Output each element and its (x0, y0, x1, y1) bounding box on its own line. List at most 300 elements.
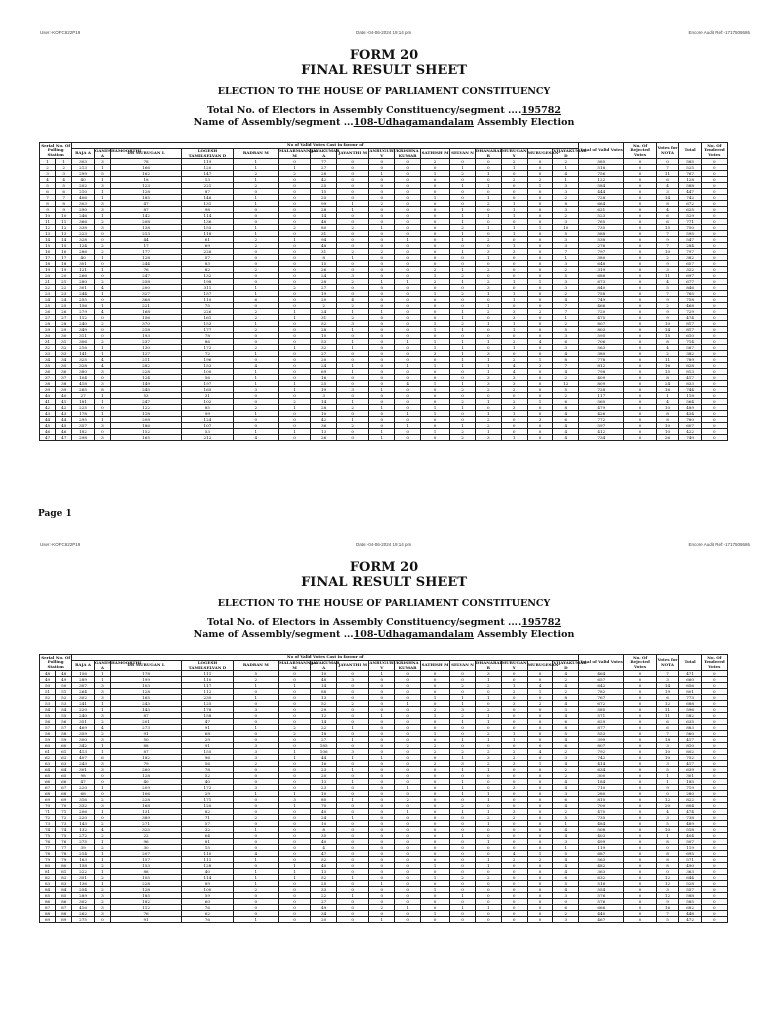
table-cell: 1 (94, 411, 110, 417)
table-cell: 0 (624, 189, 656, 195)
table-cell: 5 (553, 731, 579, 737)
table-cell: 1 (475, 809, 501, 815)
table-cell: 0 (624, 755, 656, 761)
table-cell: 3 (233, 707, 278, 713)
table-cell: 0 (527, 737, 553, 743)
table-cell: 1 (553, 315, 579, 321)
table-cell: 0 (450, 677, 476, 683)
electors-line (0, 617, 768, 628)
table-cell: 2 (94, 719, 110, 725)
table-cell: 0 (701, 195, 727, 201)
table-cell: 0 (369, 255, 395, 261)
table-row (40, 435, 757, 441)
table-cell: 85 (56, 893, 72, 899)
table-cell: 0 (501, 911, 527, 917)
table-cell: 0 (527, 731, 553, 737)
table-cell: 0 (421, 369, 450, 375)
table-cell: 0 (369, 399, 395, 405)
table-cell: 3 (553, 285, 579, 291)
table-cell: 0 (527, 803, 553, 809)
table-cell: 0 (624, 429, 656, 435)
table-cell: 32 (182, 827, 234, 833)
table-cell: 3 (656, 887, 679, 893)
table-cell: 0 (501, 887, 527, 893)
table-cell: 26 (656, 435, 679, 441)
table-cell: 0 (395, 405, 421, 411)
col-rejected: No. Of Rejected Votes (624, 143, 656, 159)
table-cell: 222 (72, 869, 95, 875)
table-cell: 0 (701, 707, 727, 713)
table-cell: 1 (395, 701, 421, 707)
table-cell: 311 (182, 285, 234, 291)
table-cell: 0 (369, 809, 395, 815)
table-cell: 359 (72, 731, 95, 737)
table-cell: 11 (656, 713, 679, 719)
table-cell: 8 (656, 411, 679, 417)
table-cell: 0 (369, 315, 395, 321)
table-cell: 0 (337, 243, 369, 249)
table-cell: 1 (94, 213, 110, 219)
table-cell: 0 (421, 797, 450, 803)
table-cell: 106 (311, 749, 337, 755)
table-cell: 18 (111, 177, 182, 183)
table-cell: 5 (553, 273, 579, 279)
table-cell: 2 (94, 875, 110, 881)
table-cell: 0 (395, 333, 421, 339)
table-cell: 0 (337, 177, 369, 183)
table-cell: 3 (450, 761, 476, 767)
table-cell: 767 (679, 171, 702, 177)
table-cell: 8 (40, 201, 56, 207)
table-cell: 0 (701, 273, 727, 279)
table-cell: 44 (111, 237, 182, 243)
table-cell: 41 (40, 399, 56, 405)
assembly-label: Name of Assembly/segment ... (193, 629, 354, 640)
table-cell: 0 (527, 809, 553, 815)
table-cell: 86 (56, 899, 72, 905)
table-cell: 597 (579, 423, 624, 429)
table-cell: 18 (40, 261, 56, 267)
table-cell: 2 (421, 159, 450, 165)
table-cell: 1 (450, 833, 476, 839)
table-cell: 0 (501, 893, 527, 899)
table-cell: 0 (701, 405, 727, 411)
table-cell: 2 (233, 183, 278, 189)
table-cell: 28 (311, 171, 337, 177)
table-cell: 3 (94, 689, 110, 695)
table-cell: 0 (624, 267, 656, 273)
table-cell: 299 (72, 171, 95, 177)
table-cell: 1 (527, 689, 553, 695)
table-cell: 80 (40, 863, 56, 869)
table-cell: 42 (56, 405, 72, 411)
table-cell: 3 (553, 219, 579, 225)
table-cell: 0 (475, 273, 501, 279)
table-cell: 141 (72, 351, 95, 357)
table-cell: 0 (701, 803, 727, 809)
table-cell: 0 (395, 369, 421, 375)
table-cell: 3 (94, 369, 110, 375)
table-cell: 2 (233, 345, 278, 351)
table-cell: 0 (337, 917, 369, 923)
table-cell: 765 (579, 219, 624, 225)
table-cell: 10 (656, 755, 679, 761)
table-cell: 72 (56, 815, 72, 821)
table-cell: 327 (111, 291, 182, 297)
table-cell: 0 (369, 327, 395, 333)
table-cell: 778 (579, 357, 624, 363)
table-cell: 0 (624, 309, 656, 315)
table-cell: 2 (553, 267, 579, 273)
table-cell: 76 (40, 839, 56, 845)
table-cell: 363 (679, 869, 702, 875)
table-cell: 155 (182, 225, 234, 231)
table-cell: 1 (278, 387, 310, 393)
table-cell: 57 (56, 725, 72, 731)
table-cell: 0 (624, 737, 656, 743)
table-cell: 0 (369, 911, 395, 917)
table-cell: 1 (278, 749, 310, 755)
table-cell: 7 (553, 303, 579, 309)
table-cell: 695 (679, 851, 702, 857)
table-cell: 0 (395, 851, 421, 857)
table-cell: 0 (233, 809, 278, 815)
table-cell: 0 (624, 821, 656, 827)
table-cell: 0 (278, 357, 310, 363)
table-cell: 0 (450, 845, 476, 851)
table-cell: 792 (579, 749, 624, 755)
table-cell: 0 (369, 345, 395, 351)
table-cell: 110 (182, 297, 234, 303)
table-cell: 3 (475, 435, 501, 441)
table-cell: 639 (679, 767, 702, 773)
table-cell: 0 (421, 821, 450, 827)
table-cell: 0 (656, 159, 679, 165)
table-cell: 802 (679, 749, 702, 755)
table-cell: 0 (701, 267, 727, 273)
candidate-header: BADRAN M (233, 149, 278, 159)
votes-group-header: No of Valid Votes Cast in favour of (72, 655, 579, 661)
table-cell: 0 (421, 845, 450, 851)
table-cell: 289 (72, 893, 95, 899)
table-cell: 0 (450, 725, 476, 731)
table-cell: 1 (475, 195, 501, 201)
table-cell: 128 (111, 689, 182, 695)
table-cell: 0 (624, 875, 656, 881)
table-cell: 3 (527, 417, 553, 423)
table-cell: 0 (278, 273, 310, 279)
table-cell: 2 (369, 201, 395, 207)
table-cell: 83 (56, 881, 72, 887)
table-cell: 0 (624, 321, 656, 327)
table-cell: 2 (450, 683, 476, 689)
table-cell: 0 (395, 869, 421, 875)
table-cell: 0 (701, 351, 727, 357)
table-cell: 1 (475, 357, 501, 363)
table-cell: 3 (278, 797, 310, 803)
table-cell: 4 (553, 411, 579, 417)
table-cell: 185 (311, 743, 337, 749)
table-cell: 0 (450, 899, 476, 905)
table-cell: 3 (553, 261, 579, 267)
table-cell: 758 (579, 291, 624, 297)
table-cell: 0 (475, 231, 501, 237)
table-cell: 1 (450, 737, 476, 743)
table-cell: 69 (311, 369, 337, 375)
table-cell: 11 (656, 707, 679, 713)
table-cell: 417 (679, 761, 702, 767)
table-cell: 3 (553, 755, 579, 761)
table-cell: 1 (421, 887, 450, 893)
table-cell: 12 (656, 701, 679, 707)
table-cell: 3 (94, 761, 110, 767)
table-cell: 0 (233, 839, 278, 845)
table-cell: 24 (311, 273, 337, 279)
table-cell: 51 (40, 689, 56, 695)
table-cell: 76 (56, 839, 72, 845)
table-cell: 4 (656, 345, 679, 351)
candidate-header: RAJA A (72, 661, 95, 671)
candidate-header: SATHISH M (421, 661, 450, 671)
table-cell: 1 (421, 731, 450, 737)
table-cell: 0 (337, 713, 369, 719)
table-cell: 131 (182, 201, 234, 207)
table-cell: 403 (579, 833, 624, 839)
table-cell: 0 (624, 381, 656, 387)
table-cell: 99 (182, 411, 234, 417)
table-cell: 26 (40, 309, 56, 315)
table-cell: 0 (337, 719, 369, 725)
table-cell: 62 (182, 911, 234, 917)
table-cell: 82 (40, 875, 56, 881)
table-cell: 1 (94, 399, 110, 405)
table-cell: 0 (369, 165, 395, 171)
table-cell: 0 (369, 375, 395, 381)
table-cell: 13 (311, 779, 337, 785)
table-cell: 2 (337, 315, 369, 321)
table-cell: 0 (701, 749, 727, 755)
table-cell: 2 (553, 393, 579, 399)
table-cell: 0 (337, 285, 369, 291)
table-cell: 0 (701, 713, 727, 719)
table-cell: 0 (501, 743, 527, 749)
table-cell: 563 (579, 857, 624, 863)
table-cell: 3 (475, 381, 501, 387)
table-cell: 2 (337, 405, 369, 411)
table-cell: 389 (111, 815, 182, 821)
table-cell: 322 (679, 267, 702, 273)
table-cell: 79 (40, 857, 56, 863)
table-cell: 0 (233, 863, 278, 869)
table-cell: 3 (94, 683, 110, 689)
table-cell: 29 (182, 791, 234, 797)
table-cell: 0 (701, 321, 727, 327)
table-cell: 1 (233, 231, 278, 237)
table-cell: 0 (369, 177, 395, 183)
table-cell: 13 (56, 231, 72, 237)
table-cell: 60 (56, 743, 72, 749)
assembly-line (0, 117, 768, 128)
table-cell: 2 (553, 213, 579, 219)
table-cell: 0 (369, 815, 395, 821)
table-cell: 65 (56, 773, 72, 779)
table-cell: 1 (233, 369, 278, 375)
table-cell: 1 (94, 291, 110, 297)
table-cell: 3 (475, 249, 501, 255)
table-cell: 3 (527, 363, 553, 369)
table-cell: 0 (233, 273, 278, 279)
table-cell: 0 (278, 279, 310, 285)
table-cell: 1 (421, 339, 450, 345)
table-cell: 0 (395, 839, 421, 845)
table-cell: 0 (421, 791, 450, 797)
table-cell: 0 (233, 249, 278, 255)
table-cell: 0 (395, 707, 421, 713)
table-cell: 0 (278, 423, 310, 429)
table-cell: 0 (624, 773, 656, 779)
table-cell: 0 (501, 845, 527, 851)
table-cell: 1 (501, 321, 527, 327)
table-cell: 0 (395, 285, 421, 291)
table-cell: 39 (72, 845, 95, 851)
table-cell: 27 (311, 737, 337, 743)
table-cell: 0 (501, 719, 527, 725)
table-cell: 585 (579, 707, 624, 713)
table-cell: 0 (369, 677, 395, 683)
table-cell: 28 (311, 279, 337, 285)
table-cell: 0 (527, 677, 553, 683)
table-cell: 34 (40, 357, 56, 363)
table-cell: 0 (233, 399, 278, 405)
table-cell: 3 (553, 189, 579, 195)
table-cell: 0 (701, 815, 727, 821)
table-cell: 0 (395, 273, 421, 279)
table-cell: 152 (111, 429, 182, 435)
table-cell: 1 (369, 671, 395, 677)
table-cell: 3 (656, 189, 679, 195)
table-cell: 22 (40, 285, 56, 291)
table-cell: 0 (395, 375, 421, 381)
table-cell: 0 (701, 731, 727, 737)
table-cell: 0 (233, 773, 278, 779)
table-cell: 474 (679, 809, 702, 815)
table-cell: 2 (421, 749, 450, 755)
table-cell: 0 (475, 893, 501, 899)
table-cell: 1 (233, 881, 278, 887)
table-cell: 30 (56, 333, 72, 339)
table-cell: 13 (40, 231, 56, 237)
table-cell: 582 (679, 713, 702, 719)
table-cell: 0 (395, 387, 421, 393)
candidate-header: SATHISH M (421, 149, 450, 159)
table-cell: 27 (40, 315, 56, 321)
table-cell: 21 (56, 279, 72, 285)
table-cell: 801 (679, 689, 702, 695)
table-cell: 8 (656, 863, 679, 869)
table-cell: 0 (421, 417, 450, 423)
table-cell: 0 (475, 917, 501, 923)
table-cell: 1 (369, 713, 395, 719)
table-cell: 382 (679, 351, 702, 357)
table-cell: 1 (337, 815, 369, 821)
table-cell: 0 (278, 893, 310, 899)
table-cell: 46 (56, 429, 72, 435)
table-cell: 0 (395, 357, 421, 363)
table-cell: 0 (395, 345, 421, 351)
table-cell: 0 (395, 911, 421, 917)
table-cell: 0 (527, 713, 553, 719)
table-cell: 0 (278, 219, 310, 225)
table-cell: 0 (701, 785, 727, 791)
table-cell: 11 (656, 357, 679, 363)
table-cell: 0 (624, 863, 656, 869)
table-cell: 243 (111, 701, 182, 707)
table-cell: 1 (501, 201, 527, 207)
table-cell: 518 (679, 827, 702, 833)
table-cell: 3 (450, 707, 476, 713)
table-cell: 186 (111, 423, 182, 429)
table-cell: 5 (233, 671, 278, 677)
candidate-header: MURUGESAN (527, 661, 553, 671)
table-cell: 0 (701, 797, 727, 803)
table-cell: 9 (656, 237, 679, 243)
table-cell: 0 (395, 863, 421, 869)
table-cell: 0 (369, 869, 395, 875)
table-cell: 76 (182, 905, 234, 911)
table-cell: 301 (72, 285, 95, 291)
table-cell: 413 (72, 749, 95, 755)
table-cell: 0 (475, 689, 501, 695)
table-cell: 0 (278, 815, 310, 821)
table-cell: 0 (369, 857, 395, 863)
table-cell: 10 (40, 213, 56, 219)
table-cell: 0 (527, 381, 553, 387)
table-cell: 357 (72, 423, 95, 429)
table-cell: 0 (369, 767, 395, 773)
table-cell: 0 (337, 845, 369, 851)
table-cell: 88 (40, 911, 56, 917)
table-cell: 596 (679, 707, 702, 713)
table-cell: 16 (40, 249, 56, 255)
table-cell: 0 (369, 267, 395, 273)
table-cell: 0 (475, 881, 501, 887)
table-cell: 3 (94, 435, 110, 441)
table-cell: 46 (40, 429, 56, 435)
table-cell: 1 (450, 339, 476, 345)
table-cell: 124 (111, 375, 182, 381)
table-cell: 0 (701, 743, 727, 749)
table-cell: 0 (421, 893, 450, 899)
table-cell: 1 (527, 183, 553, 189)
table-cell: 467 (579, 917, 624, 923)
table-cell: 8 (311, 255, 337, 261)
table-cell: 0 (501, 899, 527, 905)
table-cell: 156 (72, 303, 95, 309)
table-cell: 0 (421, 833, 450, 839)
table-cell: 0 (233, 689, 278, 695)
table-cell: 0 (527, 351, 553, 357)
table-cell: 3 (233, 387, 278, 393)
table-cell: 15 (311, 189, 337, 195)
table-cell: 0 (278, 201, 310, 207)
table-cell: 0 (475, 219, 501, 225)
table-cell: 6 (553, 399, 579, 405)
table-cell: 307 (72, 683, 95, 689)
table-cell: 0 (233, 767, 278, 773)
table-cell: 198 (182, 279, 234, 285)
table-cell: 0 (624, 195, 656, 201)
table-cell: 809 (579, 381, 624, 387)
